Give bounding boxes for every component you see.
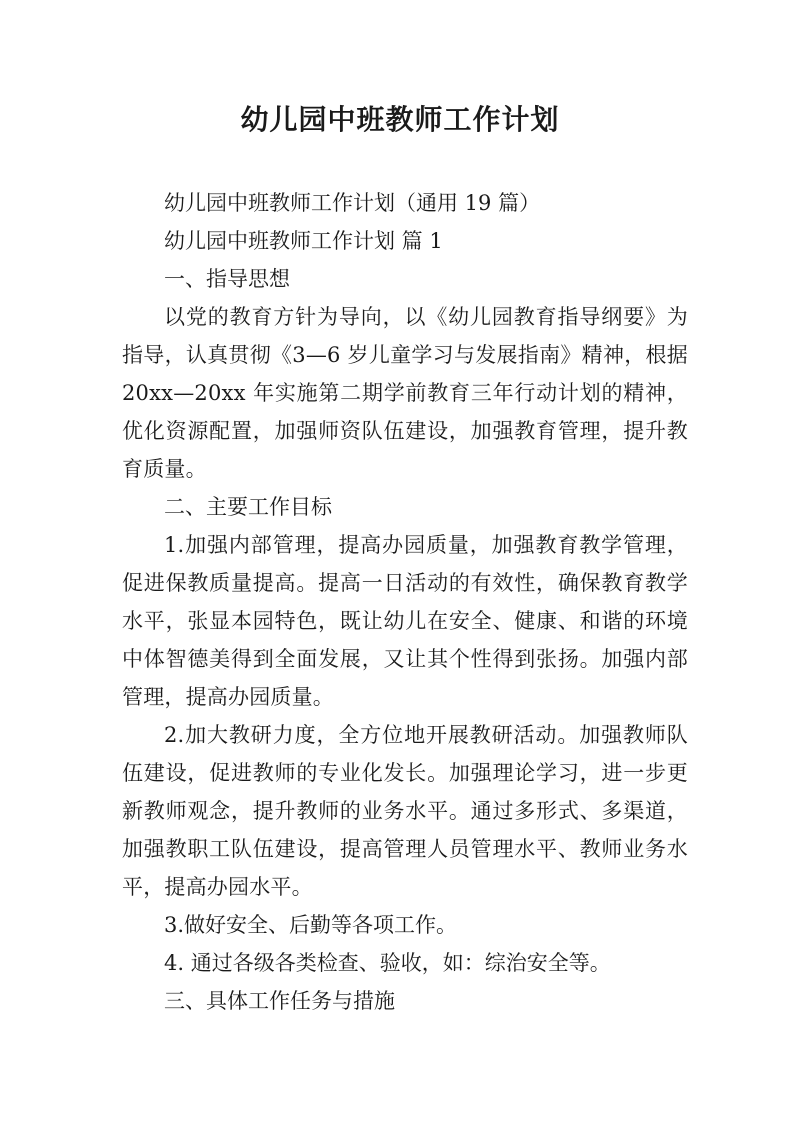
article-heading: 幼儿园中班教师工作计划 篇 1 xyxy=(164,229,443,253)
goal-item-1: 1.加强内部管理，提高办园质量，加强教育教学管理，促进保教质量提高。提高一日活动的有效性，确保教育教学水平，张显本园特色，既让幼儿在安全、健康、和谐的环境中体智德美得到全面发展，又让其个性得到张扬。加强内部管理，提高办园质量。 xyxy=(122,533,688,709)
document-body xyxy=(122,184,688,1020)
section-heading-guiding-ideology: 一、指导思想 xyxy=(164,267,290,291)
section-heading-main-goals: 二、主要工作目标 xyxy=(164,495,332,519)
goal-item-2: 2.加大教研力度，全方位地开展教研活动。加强教师队伍建设，促进教师的专业化发长。加强理论学习，进一步更新教师观念，提升教师的业务水平。通过多形式、多渠道，加强教职工队伍建设，提高管理人员管理水平、教师业务水平，提高办园水平。 xyxy=(122,723,688,899)
document-title: 幼儿园中班教师工作计划 xyxy=(240,103,560,136)
document-subtitle: 幼儿园中班教师工作计划（通用 19 篇） xyxy=(164,191,541,215)
goal-item-4: 4. 通过各级各类检查、验收，如：综治安全等。 xyxy=(164,951,611,975)
paragraph-guiding-ideology: 以党的教育方针为导向，以《幼儿园教育指导纲要》为指导，认真贯彻《3—6 岁儿童学习与发展指南》精神，根据 20xx—20xx 年实施第二期学前教育三年行动计划的精神，优化资源配置，加强师资队伍建设，加强教育管理，提升教育质量。 xyxy=(122,305,688,481)
goal-item-3: 3.做好安全、后勤等各项工作。 xyxy=(164,913,458,937)
section-heading-tasks-measures: 三、具体工作任务与措施 xyxy=(164,989,395,1013)
